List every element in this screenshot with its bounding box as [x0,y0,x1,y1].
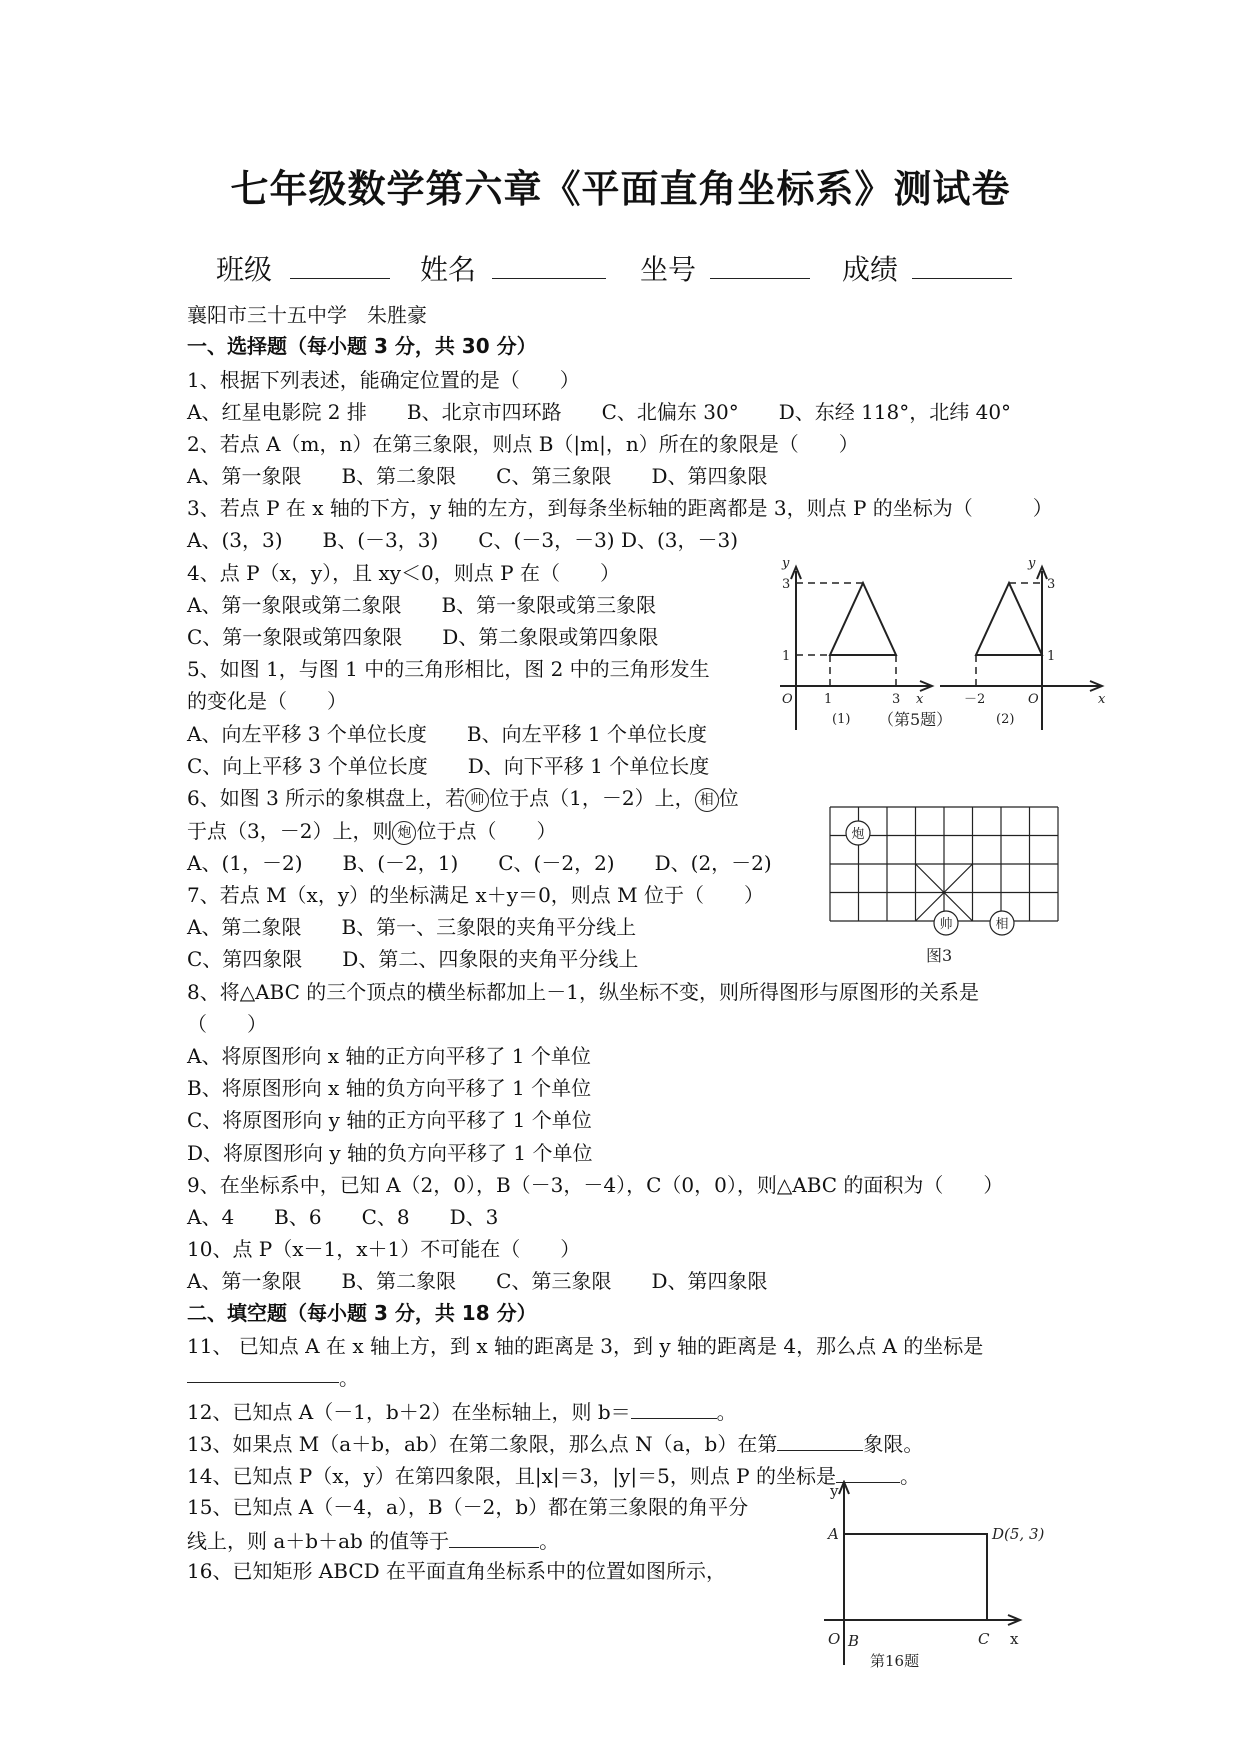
class-blank [290,254,390,279]
seat-blank [710,254,810,279]
question-6 [187,782,739,812]
question-8: 8、将△ABC 的三个顶点的横坐标都加上－1，纵坐标不变，则所得图形与原图形的关系是 [187,980,980,1004]
question-6-options: A、(1，－2) B、(－2，1) C、(－2，2) D、(2，－2) [187,851,772,875]
question-2-options: A、第一象限 B、第二象限 C、第三象限 D、第四象限 [187,464,768,488]
question-7-options-1: A、第二象限 B、第一、三象限的夹角平分线上 [187,915,637,939]
question-13-text: 13、如果点 M（a＋b，ab）在第二象限，那么点 N（a，b）在第 [187,1432,778,1456]
question-5-options-2: C、向上平移 3 个单位长度 D、向下平移 1 个单位长度 [187,754,710,778]
fig16-point-a: A [828,1525,839,1543]
question-5-cont: 的变化是（ ） [187,689,347,713]
fig16-point-c: C [978,1630,990,1648]
question-15-text: 线上，则 a＋b＋ab 的值等于 [187,1529,450,1553]
question-8-option-b: B、将原图形向 x 轴的负方向平移了 1 个单位 [187,1076,592,1100]
question-6-text-a: 6、如图 3 所示的象棋盘上，若 [187,786,466,810]
shuai-piece-label: 帅 [939,917,953,932]
question-11-blank [187,1358,339,1383]
question-4-options-1: A、第一象限或第二象限 B、第一象限或第三象限 [187,593,657,617]
question-11-end: 。 [339,1366,359,1390]
question-15-cont [187,1523,559,1554]
page-title: 七年级数学第六章《平面直角坐标系》测试卷 [230,167,1011,211]
fig5-1-y-label: y [782,556,790,571]
question-1: 1、根据下列表述，能确定位置的是（ ） [187,368,580,392]
question-12-text: 12、已知点 A（－1，b＋2）在坐标轴上，则 b＝ [187,1400,631,1424]
fig5-2-triangle [976,583,1042,655]
question-15: 15、已知点 A（－4，a），B（－2，b）都在第三象限的角平分 [187,1495,749,1519]
fig5-2-tick-1: 1 [1047,649,1056,664]
fig5-1-triangle [830,583,896,655]
author: 襄阳市三十五中学 朱胜豪 [187,303,427,327]
fig5-2-y-label: y [1028,556,1036,571]
fig16-rectangle [844,1534,987,1620]
section-1-heading: 一、选择题（每小题 3 分，共 30 分） [187,334,537,358]
question-3: 3、若点 P 在 x 轴的下方，y 轴的左方，到每条坐标轴的距离都是 3，则点 P 的坐标为（ ） [187,496,1053,520]
question-5-options-1: A、向左平移 3 个单位长度 B、向左平移 1 个单位长度 [187,722,708,746]
fig5-2-tick-3: 3 [1047,577,1056,592]
fig16-point-b: B [848,1632,860,1650]
question-1-options: A、红星电影院 2 排 B、北京市四环路 C、北偏东 30° D、东经 118°，北纬 40° [187,400,1012,424]
question-6-text-e: 位于点（ ） [416,819,557,843]
question-16: 16、已知矩形 ABCD 在平面直角坐标系中的位置如图所示， [187,1559,727,1583]
question-15-end: 。 [539,1529,560,1553]
question-12 [187,1394,737,1425]
score-label: 成绩 [842,253,899,286]
fig16-origin: O [828,1630,841,1648]
fig16-x-label: x [1010,1630,1019,1648]
question-10: 10、点 P（x－1，x＋1）不可能在（ ） [187,1237,581,1261]
xiang-piece-icon: 相 [695,788,719,812]
question-4-options-2: C、第一象限或第四象限 D、第二象限或第四象限 [187,625,659,649]
question-14-text: 14、已知点 P（x，y）在第四象限，且|x|＝3，|y|＝5，则点 P 的坐标是 [187,1464,836,1488]
question-5: 5、如图 1，与图 1 中的三角形相比，图 2 中的三角形发生 [187,657,710,681]
fig5-2-x-label: x [1098,692,1106,707]
question-6-text-d: 于点（3，－2）上，则 [187,819,393,843]
question-13-blank [777,1426,863,1451]
question-12-blank [631,1394,717,1419]
fig5-caption: （第5题） [878,710,953,729]
question-6-text-b: 位于点（1，－2）上， [489,786,695,810]
figure-16 [800,1480,1060,1670]
question-3-options: A、(3，3) B、(－3，3) C、(－3，－3) D、(3，－3) [187,528,739,552]
question-12-end: 。 [716,1400,737,1424]
question-8-option-d: D、将原图形向 y 轴的负方向平移了 1 个单位 [187,1141,593,1165]
class-label: 班级 [216,253,273,286]
fig5-1-origin: O [782,692,793,707]
fig5-1-x-tick-3: 3 [892,692,901,707]
question-8-paren: （ ） [187,1012,267,1036]
fig5-2-caption: (2) [996,712,1015,727]
name-blank [492,254,606,279]
seat-label: 坐号 [640,253,697,286]
xiang-piece-label: 相 [995,917,1009,932]
score-blank [912,254,1012,279]
question-7: 7、若点 M（x，y）的坐标满足 x＋y＝0，则点 M 位于（ ） [187,883,764,907]
fig5-2-origin: O [1028,692,1039,707]
fig3-caption: 图3 [926,946,953,965]
pao-piece-icon: 炮 [392,821,416,845]
question-11: 11、 已知点 A 在 x 轴上方，到 x 轴的距离是 3，到 y 轴的距离是 4，那么点 A 的坐标是 [187,1334,984,1358]
fig5-1-x-label: x [916,692,924,707]
shuai-piece-icon: 帅 [465,788,489,812]
question-9-options: A、4 B、6 C、8 D、3 [187,1205,499,1229]
name-label: 姓名 [420,253,477,286]
pao-piece-label: 炮 [851,827,865,842]
question-14-end: 。 [900,1464,920,1488]
question-9: 9、在坐标系中，已知 A（2，0），B（－3，－4），C（0，0），则△ABC 的面积为（ ） [187,1173,1004,1197]
question-6-text-c: 位 [718,786,739,810]
fig16-y-label: y [830,1482,839,1500]
question-8-option-a: A、将原图形向 x 轴的正方向平移了 1 个单位 [187,1044,591,1068]
question-4: 4、点 P（x，y），且 xy＜0，则点 P 在（ ） [187,561,620,585]
fig16-caption: 第16题 [870,1652,920,1670]
question-15-blank [449,1523,539,1548]
figure-5 [760,555,1120,735]
question-13-end: 象限。 [863,1432,924,1456]
question-13 [187,1426,923,1457]
figure-3-chessboard [828,805,1068,965]
fig5-2-x-tick-neg2: －2 [964,692,986,707]
question-10-options: A、第一象限 B、第二象限 C、第三象限 D、第四象限 [187,1269,768,1293]
question-8-option-c: C、将原图形向 y 轴的正方向平移了 1 个单位 [187,1108,592,1132]
fig5-1-x-tick-1: 1 [824,692,833,707]
fig16-point-d: D(5, 3) [992,1525,1045,1543]
question-7-options-2: C、第四象限 D、第二、四象限的夹角平分线上 [187,947,639,971]
section-2-heading: 二、填空题（每小题 3 分，共 18 分） [187,1301,537,1325]
question-6-cont [187,815,556,845]
fig5-1-tick-3: 3 [782,577,791,592]
fig5-1-tick-1: 1 [782,649,791,664]
question-2: 2、若点 A（m，n）在第三象限，则点 B（|m|，n）所在的象限是（ ） [187,432,859,456]
fig5-1-caption: (1) [832,712,851,727]
